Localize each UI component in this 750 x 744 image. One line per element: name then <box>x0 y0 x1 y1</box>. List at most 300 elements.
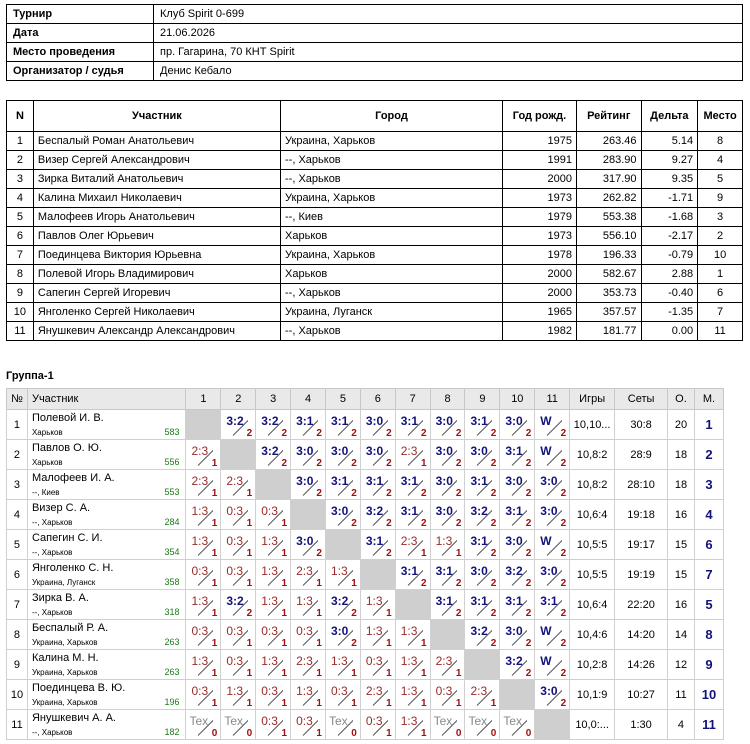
participant-rating: 317.90 <box>576 170 641 189</box>
match-cell[interactable] <box>465 590 500 620</box>
match-cell[interactable] <box>430 680 465 710</box>
match-cell[interactable] <box>325 500 360 530</box>
row-number: 8 <box>7 620 28 650</box>
match-cell[interactable] <box>535 470 570 500</box>
match-cell[interactable] <box>360 440 395 470</box>
match-cell[interactable] <box>395 410 430 440</box>
header-points: О. <box>668 389 695 410</box>
match-score: 3:1 <box>470 414 488 428</box>
player-name: Визер С. А. <box>31 502 91 514</box>
group-row <box>7 590 724 620</box>
match-points: 0 <box>246 728 253 739</box>
match-cell[interactable] <box>500 710 535 740</box>
match-score: 3:1 <box>400 564 419 578</box>
match-score: 3:1 <box>296 414 314 428</box>
match-cell[interactable] <box>325 590 360 620</box>
player-city: Харьков <box>31 428 63 437</box>
match-cell[interactable] <box>186 530 221 560</box>
place-cell: 2 <box>694 440 723 470</box>
match-points: 1 <box>281 548 288 559</box>
match-cell[interactable] <box>430 650 465 680</box>
match-score: 1:3 <box>261 564 278 578</box>
place-cell: 7 <box>694 560 723 590</box>
match-cell[interactable] <box>395 620 430 650</box>
score-slash <box>405 570 423 588</box>
participants-header-cell: Место <box>698 101 743 132</box>
player-cell <box>27 530 186 560</box>
match-cell[interactable] <box>465 500 500 530</box>
match-points: 2 <box>490 608 497 619</box>
match-cell[interactable] <box>186 560 221 590</box>
match-score: 0:3 <box>226 504 244 518</box>
score-slash <box>439 540 457 558</box>
match-cell[interactable] <box>395 680 430 710</box>
match-score: 2:3 <box>191 474 209 488</box>
match-cell[interactable] <box>465 470 500 500</box>
match-points: 1 <box>421 638 427 649</box>
participant-place: 8 <box>698 132 743 151</box>
diagonal-cell <box>500 680 535 710</box>
match-points: 1 <box>316 668 322 679</box>
match-points: 2 <box>281 428 288 439</box>
match-points: 2 <box>560 518 567 529</box>
participant-delta: 5.14 <box>641 132 698 151</box>
participant-number: 6 <box>7 227 34 246</box>
match-cell[interactable] <box>221 650 256 680</box>
match-cell[interactable] <box>325 650 360 680</box>
info-value: Денис Кебало <box>154 62 743 81</box>
participant-number: 1 <box>7 132 34 151</box>
match-cell[interactable] <box>256 620 291 650</box>
header-place: М. <box>694 389 723 410</box>
match-score: 2:3 <box>226 474 244 488</box>
points-cell: 14 <box>668 620 695 650</box>
score-slash <box>474 480 492 498</box>
match-cell[interactable] <box>395 710 430 740</box>
player-name: Зирка В. А. <box>31 592 89 604</box>
match-cell[interactable] <box>221 620 256 650</box>
match-points: 2 <box>455 518 462 529</box>
match-points: 1 <box>281 578 288 589</box>
player-city: Украина, Харьков <box>31 638 98 647</box>
score-slash <box>230 600 248 618</box>
info-label: Турнир <box>7 5 154 24</box>
match-cell[interactable] <box>500 620 535 650</box>
match-cell[interactable] <box>500 530 535 560</box>
diagonal-cell <box>430 620 465 650</box>
player-name: Сапегин С. И. <box>31 532 103 544</box>
participant-city: --, Харьков <box>281 151 503 170</box>
match-cell[interactable] <box>325 620 360 650</box>
info-label: Дата <box>7 24 154 43</box>
participant-birth-year: 1979 <box>502 208 576 227</box>
match-cell[interactable] <box>186 620 221 650</box>
match-score: 3:0 <box>435 444 453 458</box>
match-points: 1 <box>455 548 462 559</box>
player-rating: 553 <box>164 487 180 497</box>
score-slash <box>474 540 492 558</box>
match-cell[interactable] <box>291 560 326 590</box>
match-score: 0:3 <box>191 624 209 638</box>
match-score: 3:0 <box>540 684 558 698</box>
participant-rating: 262.82 <box>576 189 641 208</box>
match-cell[interactable] <box>430 440 465 470</box>
match-score: 0:3 <box>191 684 209 698</box>
match-cell[interactable] <box>221 710 256 740</box>
match-score: 3:1 <box>330 414 349 428</box>
match-cell[interactable] <box>325 680 360 710</box>
score-slash <box>265 570 283 588</box>
match-cell[interactable] <box>221 500 256 530</box>
match-points: 2 <box>386 428 392 439</box>
match-cell[interactable] <box>500 650 535 680</box>
match-points: 1 <box>421 668 427 679</box>
match-cell[interactable] <box>465 560 500 590</box>
match-cell[interactable] <box>430 410 465 440</box>
match-score: 3:1 <box>365 474 384 488</box>
match-points: 2 <box>525 548 532 559</box>
row-number: 3 <box>7 470 28 500</box>
match-cell[interactable] <box>221 590 256 620</box>
score-slash <box>474 420 492 438</box>
match-cell[interactable] <box>500 410 535 440</box>
score-slash <box>335 420 353 438</box>
match-points: 2 <box>421 488 427 499</box>
score-slash <box>439 570 457 588</box>
match-cell[interactable] <box>535 560 570 590</box>
match-cell[interactable] <box>395 530 430 560</box>
participant-rating: 181.77 <box>576 322 641 341</box>
match-cell[interactable] <box>395 560 430 590</box>
place-cell: 11 <box>694 710 723 740</box>
row-number: 6 <box>7 560 28 590</box>
player-city: Украина, Харьков <box>31 698 98 707</box>
match-cell[interactable] <box>360 680 395 710</box>
match-cell[interactable] <box>186 680 221 710</box>
score-slash <box>405 510 423 528</box>
match-cell[interactable] <box>325 710 360 740</box>
participant-name: Сапегин Сергей Игоревич <box>33 284 280 303</box>
score-slash <box>195 480 213 498</box>
match-cell[interactable] <box>535 590 570 620</box>
match-score: 1:3 <box>191 534 209 548</box>
match-points: 1 <box>386 668 392 679</box>
score-slash <box>370 630 388 648</box>
diagonal-cell <box>395 590 430 620</box>
score-slash <box>544 480 562 498</box>
match-points: 2 <box>246 428 253 439</box>
participant-delta: -2.17 <box>641 227 698 246</box>
match-cell[interactable] <box>256 710 291 740</box>
place-cell: 3 <box>694 470 723 500</box>
match-score: 2:3 <box>296 564 313 578</box>
diagonal-cell <box>465 650 500 680</box>
match-points: 2 <box>351 488 357 499</box>
match-score: 1:3 <box>296 684 313 698</box>
match-cell[interactable] <box>256 500 291 530</box>
player-cell <box>27 470 186 500</box>
participant-row <box>7 322 743 341</box>
score-slash <box>195 570 213 588</box>
match-score: 3:0 <box>365 444 384 458</box>
score-slash <box>300 540 318 558</box>
score-slash <box>265 510 283 528</box>
info-row <box>7 43 743 62</box>
match-points: 2 <box>490 548 497 559</box>
match-cell[interactable] <box>500 500 535 530</box>
match-cell[interactable] <box>360 530 395 560</box>
match-cell[interactable] <box>430 560 465 590</box>
participant-row <box>7 246 743 265</box>
match-cell[interactable] <box>360 710 395 740</box>
participant-place: 5 <box>698 170 743 189</box>
match-cell[interactable] <box>256 530 291 560</box>
participant-number: 2 <box>7 151 34 170</box>
match-cell[interactable] <box>325 470 360 500</box>
match-cell[interactable] <box>395 500 430 530</box>
match-cell[interactable] <box>535 440 570 470</box>
match-cell[interactable] <box>325 410 360 440</box>
group-row <box>7 440 724 470</box>
group-row <box>7 710 724 740</box>
match-score: 3:1 <box>470 534 488 548</box>
participant-number: 5 <box>7 208 34 227</box>
player-city: --, Харьков <box>31 518 73 527</box>
participant-city: --, Киев <box>281 208 503 227</box>
match-cell[interactable] <box>221 560 256 590</box>
diagonal-cell <box>291 500 326 530</box>
score-slash <box>370 480 388 498</box>
match-cell[interactable] <box>291 470 326 500</box>
match-cell[interactable] <box>430 470 465 500</box>
participant-row <box>7 208 743 227</box>
score-slash <box>474 720 492 738</box>
match-points: 2 <box>560 608 567 619</box>
match-cell[interactable] <box>500 440 535 470</box>
match-points: 0 <box>490 728 497 739</box>
match-cell[interactable] <box>186 440 221 470</box>
score-slash <box>230 630 248 648</box>
match-cell[interactable] <box>256 680 291 710</box>
points-cell: 18 <box>668 470 695 500</box>
score-slash <box>474 510 492 528</box>
match-cell[interactable] <box>395 440 430 470</box>
match-cell[interactable] <box>535 680 570 710</box>
header-games: Игры <box>570 389 615 410</box>
match-cell[interactable] <box>291 440 326 470</box>
participants-header-cell: Год рожд. <box>502 101 576 132</box>
match-points: 1 <box>246 488 253 499</box>
match-cell[interactable] <box>465 680 500 710</box>
score-slash <box>509 540 527 558</box>
score-slash <box>300 420 318 438</box>
match-cell[interactable] <box>291 530 326 560</box>
player-cell <box>27 680 186 710</box>
score-slash <box>335 660 353 678</box>
match-cell[interactable] <box>186 710 221 740</box>
match-cell[interactable] <box>535 650 570 680</box>
match-cell[interactable] <box>465 440 500 470</box>
player-rating: 318 <box>164 607 180 617</box>
match-score: 1:3 <box>400 684 418 698</box>
row-number: 2 <box>7 440 28 470</box>
match-points: 2 <box>246 608 253 619</box>
match-score: 1:3 <box>191 504 209 518</box>
match-cell[interactable] <box>221 680 256 710</box>
score-slash <box>439 510 457 528</box>
games-cell: 10,4:6 <box>570 620 615 650</box>
match-cell[interactable] <box>430 530 465 560</box>
participant-number: 4 <box>7 189 34 208</box>
match-points: 2 <box>316 428 322 439</box>
participant-birth-year: 1991 <box>502 151 576 170</box>
match-cell[interactable] <box>500 560 535 590</box>
player-rating: 583 <box>164 427 180 437</box>
header-opponent: 7 <box>395 389 430 410</box>
match-cell[interactable] <box>395 650 430 680</box>
info-value: 21.06.2026 <box>154 24 743 43</box>
place-cell: 1 <box>694 410 723 440</box>
score-slash <box>300 600 318 618</box>
match-cell[interactable] <box>430 500 465 530</box>
participant-city: --, Харьков <box>281 322 503 341</box>
match-cell[interactable] <box>465 710 500 740</box>
match-points: 1 <box>211 668 218 679</box>
match-points: 2 <box>386 518 392 529</box>
match-cell[interactable] <box>535 410 570 440</box>
header-sets: Сеты <box>615 389 668 410</box>
player-name: Беспалый Р. А. <box>31 622 109 634</box>
match-cell[interactable] <box>221 530 256 560</box>
match-cell[interactable] <box>465 530 500 560</box>
match-cell[interactable] <box>360 470 395 500</box>
match-cell[interactable] <box>186 650 221 680</box>
match-cell[interactable] <box>256 410 291 440</box>
player-city: Украина, Харьков <box>31 668 98 677</box>
match-points: 1 <box>316 578 322 589</box>
participant-rating: 556.10 <box>576 227 641 246</box>
match-points: 2 <box>525 458 532 469</box>
match-cell[interactable] <box>256 440 291 470</box>
match-cell[interactable] <box>360 650 395 680</box>
match-points: 2 <box>386 548 392 559</box>
match-cell[interactable] <box>535 530 570 560</box>
match-cell[interactable] <box>430 590 465 620</box>
participant-row <box>7 284 743 303</box>
points-cell: 16 <box>668 500 695 530</box>
match-cell[interactable] <box>221 470 256 500</box>
match-points: 1 <box>316 608 322 619</box>
participant-rating: 582.67 <box>576 265 641 284</box>
match-cell[interactable] <box>360 410 395 440</box>
match-points: 2 <box>560 638 567 649</box>
match-score: 0:3 <box>261 684 278 698</box>
match-score: 3:0 <box>365 414 384 428</box>
match-cell[interactable] <box>256 560 291 590</box>
match-cell[interactable] <box>360 590 395 620</box>
tournament-info-table <box>6 4 743 81</box>
match-cell[interactable] <box>221 410 256 440</box>
score-slash <box>544 450 562 468</box>
match-cell[interactable] <box>291 590 326 620</box>
participant-delta: -1.35 <box>641 303 698 322</box>
match-cell[interactable] <box>360 500 395 530</box>
match-score: 3:1 <box>505 504 523 518</box>
row-number: 1 <box>7 410 28 440</box>
match-cell[interactable] <box>535 620 570 650</box>
match-cell[interactable] <box>465 410 500 440</box>
match-cell[interactable] <box>430 710 465 740</box>
match-points: 1 <box>421 458 427 469</box>
games-cell: 10,0:... <box>570 710 615 740</box>
match-cell[interactable] <box>256 650 291 680</box>
participant-row <box>7 227 743 246</box>
place-cell: 10 <box>694 680 723 710</box>
player-name: Янголенко С. Н. <box>31 562 114 574</box>
match-cell[interactable] <box>325 560 360 590</box>
points-cell: 4 <box>668 710 695 740</box>
match-cell[interactable] <box>465 620 500 650</box>
match-points: 2 <box>351 428 357 439</box>
match-cell[interactable] <box>291 620 326 650</box>
match-score: 0:3 <box>296 624 313 638</box>
match-cell[interactable] <box>535 500 570 530</box>
match-score: 2:3 <box>296 654 313 668</box>
match-points: 1 <box>455 698 462 709</box>
match-score: 0:3 <box>435 684 453 698</box>
match-cell[interactable] <box>500 470 535 500</box>
match-points: 2 <box>525 638 532 649</box>
points-cell: 15 <box>668 560 695 590</box>
match-cell[interactable] <box>256 590 291 620</box>
games-cell: 10,5:5 <box>570 560 615 590</box>
match-cell[interactable] <box>500 590 535 620</box>
score-slash <box>405 720 423 738</box>
points-cell: 12 <box>668 650 695 680</box>
match-score: 1:3 <box>296 594 313 608</box>
games-cell: 10,6:4 <box>570 590 615 620</box>
match-points: 1 <box>211 518 218 529</box>
match-cell[interactable] <box>291 710 326 740</box>
score-slash <box>509 660 527 678</box>
games-cell: 10,8:2 <box>570 440 615 470</box>
match-score: 1:3 <box>400 654 418 668</box>
group-row <box>7 500 724 530</box>
games-cell: 10,6:4 <box>570 500 615 530</box>
match-cell[interactable] <box>186 500 221 530</box>
participant-place: 3 <box>698 208 743 227</box>
match-score: 3:0 <box>540 504 558 518</box>
match-score: 1:3 <box>191 654 209 668</box>
match-score: 0:3 <box>226 654 244 668</box>
match-cell[interactable] <box>360 620 395 650</box>
match-cell[interactable] <box>186 590 221 620</box>
match-cell[interactable] <box>395 470 430 500</box>
match-points: 1 <box>211 578 218 589</box>
match-score: W <box>540 534 552 548</box>
match-points: 1 <box>246 638 253 649</box>
match-score: 3:1 <box>400 414 419 428</box>
player-name: Янушкевич А. А. <box>31 712 116 724</box>
participant-name: Янушкевич Александр Александрович <box>33 322 280 341</box>
match-cell[interactable] <box>291 410 326 440</box>
score-slash <box>509 570 527 588</box>
match-cell[interactable] <box>186 470 221 500</box>
match-cell[interactable] <box>291 650 326 680</box>
match-cell[interactable] <box>291 680 326 710</box>
participant-name: Полевой Игорь Владимирович <box>33 265 280 284</box>
match-cell[interactable] <box>325 440 360 470</box>
